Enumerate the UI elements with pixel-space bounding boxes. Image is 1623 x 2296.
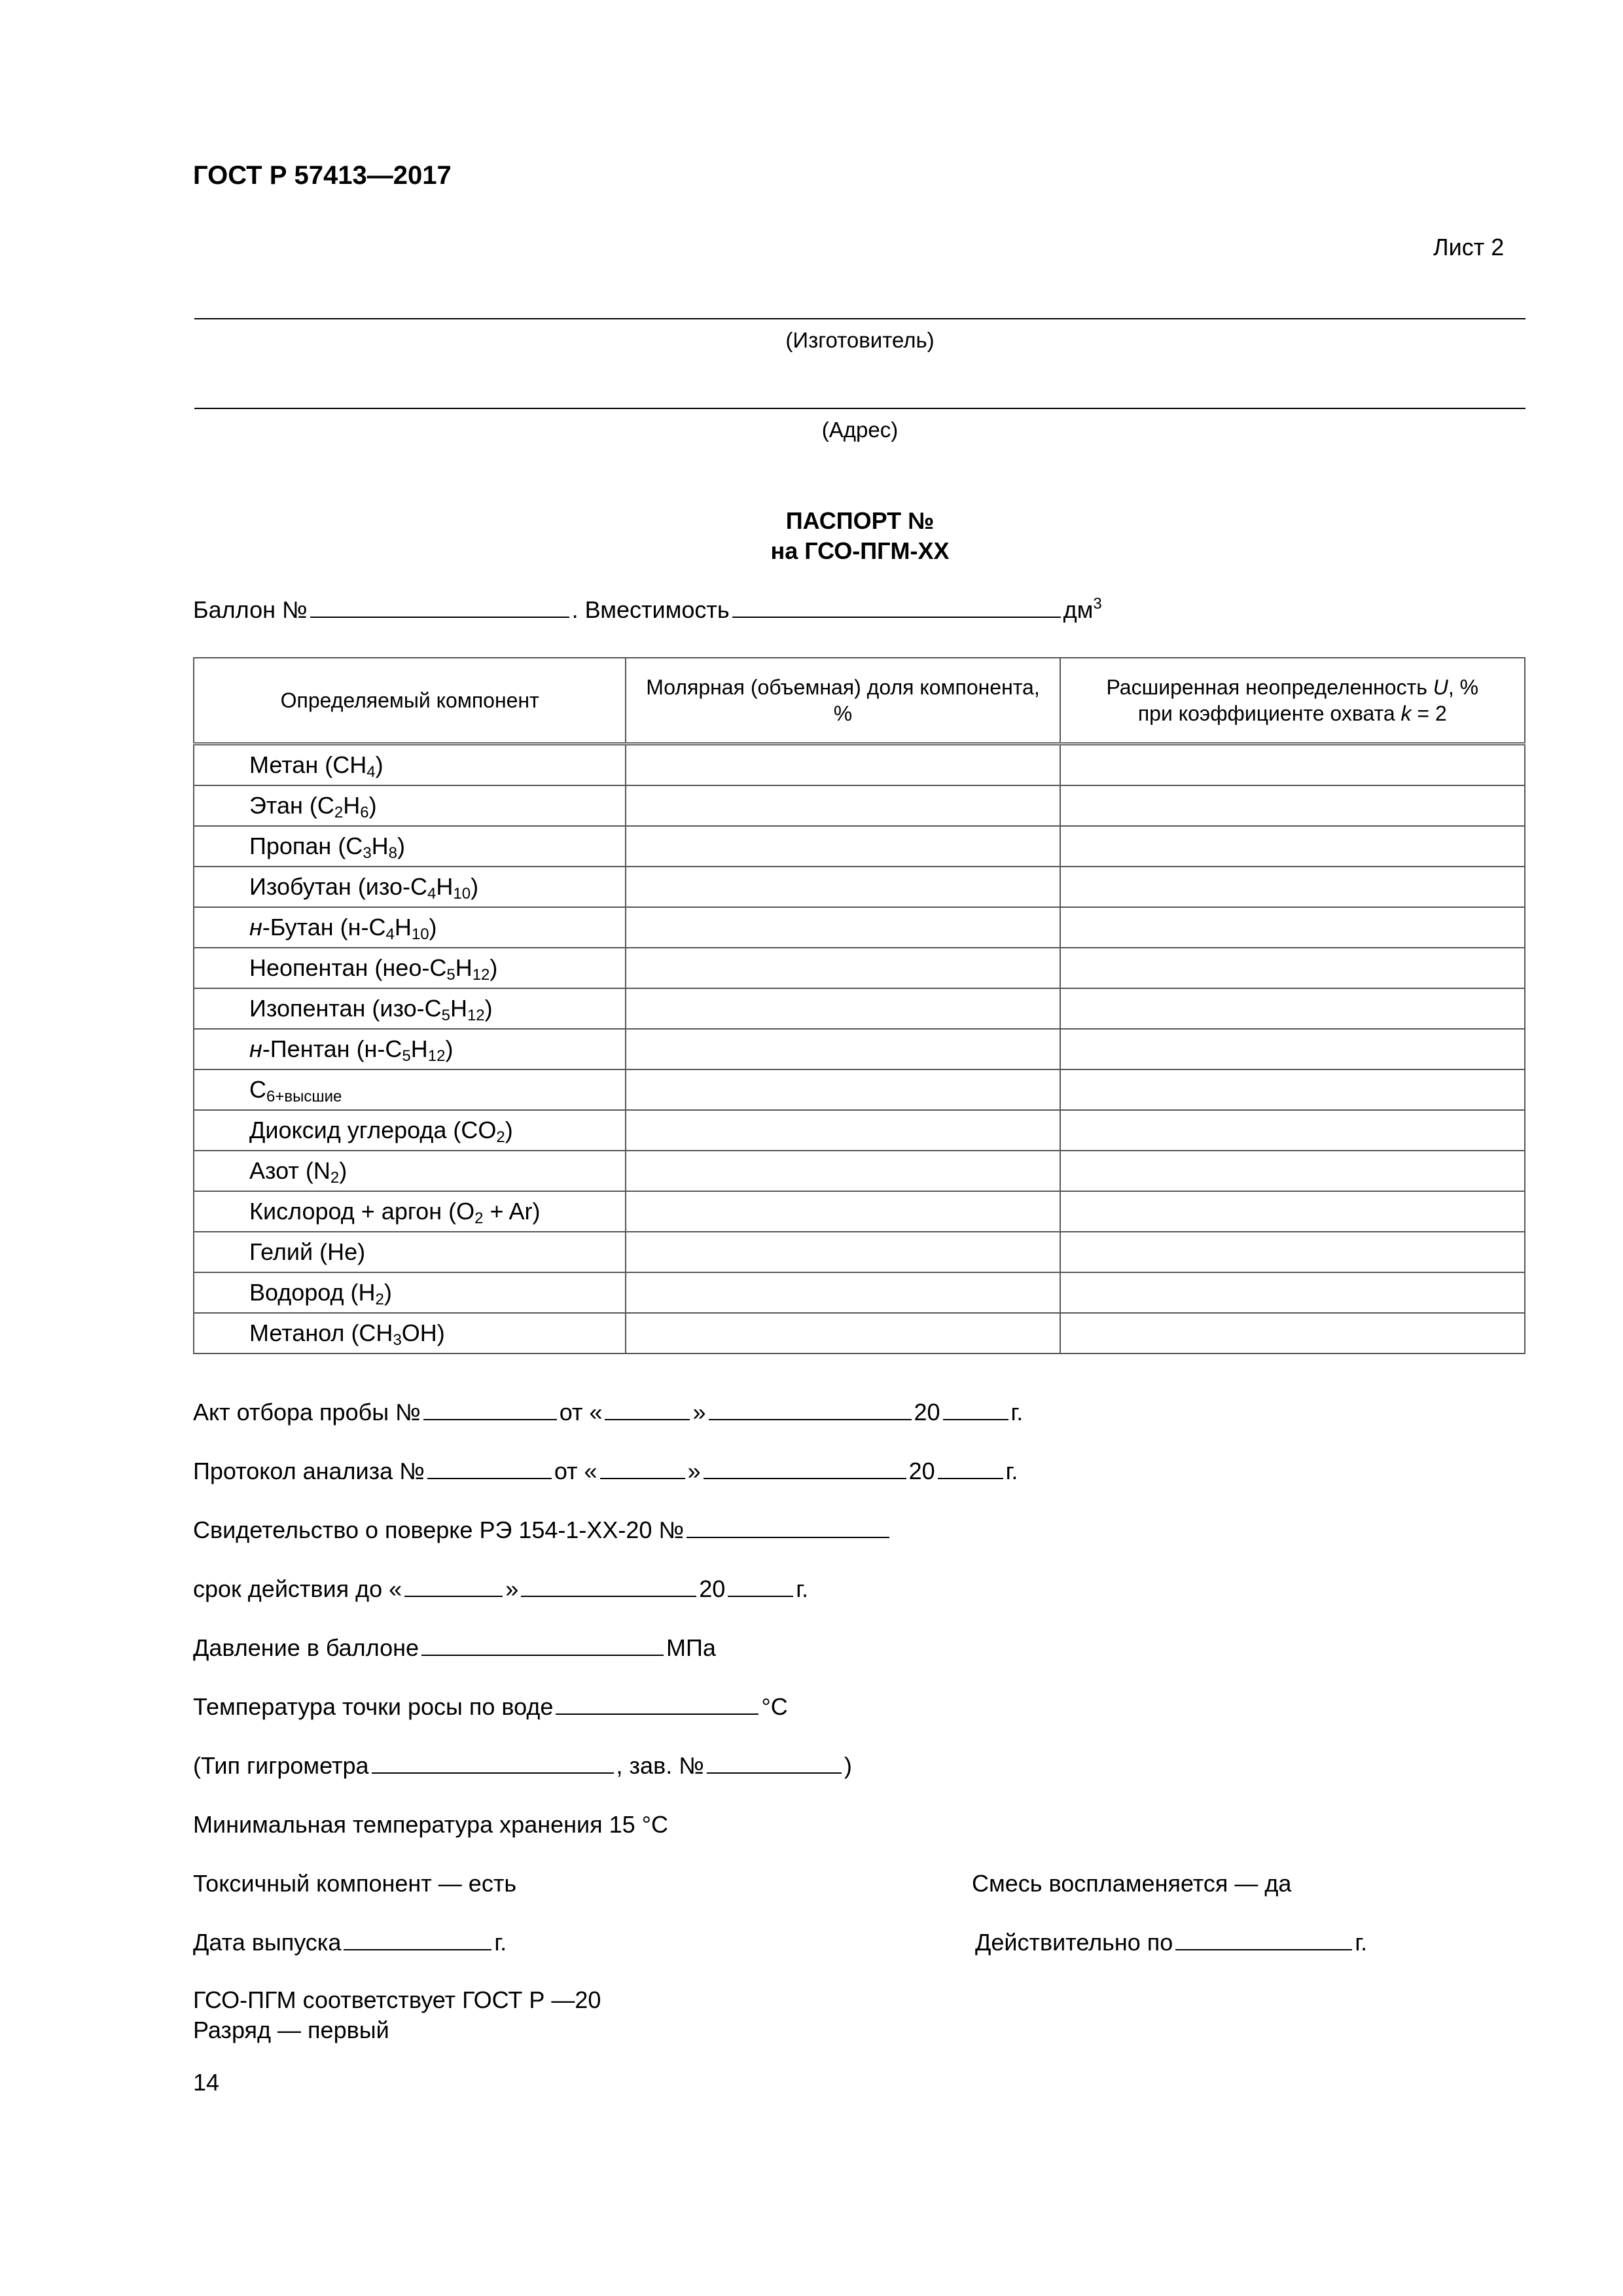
molar-fraction-cell[interactable]	[626, 785, 1060, 826]
header-uncertainty: Расширенная неопределенность U, % при коэффициенте охвата k = 2	[1060, 658, 1525, 744]
molar-fraction-cell[interactable]	[626, 1069, 1060, 1110]
table-row	[194, 867, 1525, 907]
molar-fraction-cell[interactable]	[626, 867, 1060, 907]
component-name: Изопентан $(изо-C_5H_{12})$	[194, 988, 626, 1029]
valid-until-g: г.	[1355, 1929, 1368, 1956]
certificate-label: Свидетельство о поверке РЭ 154-1-XX-20 №	[193, 1516, 685, 1543]
address-caption: (Адрес)	[821, 418, 899, 442]
certificate-number-field[interactable]	[687, 1516, 889, 1538]
component-name: Азот $(N_2)$	[194, 1151, 626, 1191]
sampling-act-year: 20	[914, 1399, 940, 1426]
hygrometer-serial-field[interactable]	[707, 1751, 842, 1774]
validity-day-field[interactable]	[404, 1575, 503, 1597]
uncertainty-cell[interactable]	[1060, 785, 1525, 826]
dew-point-field[interactable]	[556, 1693, 758, 1715]
component-name: Гелий (He)	[194, 1232, 626, 1272]
component-name: Пропан $(C_3H_8)$	[194, 826, 626, 867]
uncertainty-cell[interactable]	[1060, 867, 1525, 907]
grade-statement: Разряд — первый	[193, 2017, 389, 2043]
molar-fraction-cell[interactable]	[626, 1232, 1060, 1272]
release-date-label: Дата выпуска	[193, 1929, 342, 1956]
hygrometer-label: (Тип гигрометра	[193, 1752, 369, 1779]
sampling-act-month-field[interactable]	[709, 1398, 912, 1420]
dew-point-unit: °С	[761, 1693, 788, 1720]
valid-until-field[interactable]	[1175, 1928, 1352, 1950]
cylinder-number-field[interactable]	[310, 596, 569, 618]
validity-year-field[interactable]	[728, 1575, 793, 1597]
hygrometer-row	[193, 1751, 852, 1780]
molar-fraction-cell[interactable]	[626, 1029, 1060, 1069]
molar-fraction-cell[interactable]	[626, 988, 1060, 1029]
analysis-protocol-from: от «	[554, 1458, 597, 1484]
table-row	[194, 948, 1525, 988]
page-number: 14	[193, 2069, 220, 2096]
components-table	[193, 657, 1525, 1354]
uncertainty-cell[interactable]	[1060, 1272, 1525, 1313]
release-date-field[interactable]	[344, 1928, 491, 1950]
molar-fraction-cell[interactable]	[626, 1110, 1060, 1151]
analysis-protocol-quote: »	[687, 1458, 701, 1484]
sampling-act-number-field[interactable]	[423, 1398, 557, 1420]
analysis-protocol-month-field[interactable]	[704, 1457, 906, 1479]
flammable-mixture: Смесь воспламеняется — да	[972, 1870, 1292, 1897]
capacity-label: . Вместимость	[571, 596, 730, 623]
table-row	[194, 907, 1525, 948]
pressure-row	[193, 1634, 716, 1662]
table-row	[194, 1029, 1525, 1069]
release-date-g: г.	[494, 1929, 507, 1956]
validity-g: г.	[796, 1575, 809, 1602]
sampling-act-quote: »	[692, 1399, 706, 1426]
manufacturer-caption: (Изготовитель)	[785, 328, 935, 352]
validity-row	[193, 1575, 808, 1604]
component-name: Изобутан $(изо-C_4H_{10})$	[194, 867, 626, 907]
table-row	[194, 988, 1525, 1029]
hygrometer-serial-label: , зав. №	[616, 1752, 704, 1779]
uncertainty-cell[interactable]	[1060, 1029, 1525, 1069]
min-storage-temp: Минимальная температура хранения 15 °С	[193, 1811, 669, 1838]
molar-fraction-cell[interactable]	[626, 948, 1060, 988]
validity-year: 20	[699, 1575, 726, 1602]
uncertainty-cell[interactable]	[1060, 1313, 1525, 1354]
uncertainty-cell[interactable]	[1060, 907, 1525, 948]
hygrometer-close: )	[844, 1752, 852, 1779]
certificate-row	[193, 1516, 892, 1545]
molar-fraction-cell[interactable]	[626, 1191, 1060, 1232]
sampling-act-g: г.	[1010, 1399, 1024, 1426]
address-line[interactable]	[194, 408, 1525, 409]
hygrometer-type-field[interactable]	[372, 1751, 614, 1774]
uncertainty-cell[interactable]	[1060, 826, 1525, 867]
sheet-number: Лист 2	[1433, 234, 1505, 260]
analysis-protocol-number-field[interactable]	[427, 1457, 552, 1479]
table-row	[194, 1191, 1525, 1232]
valid-until-label: Действительно по	[975, 1929, 1173, 1956]
pressure-field[interactable]	[421, 1634, 664, 1656]
table-row	[194, 1313, 1525, 1354]
component-name: Неопентан $(нео-C_5H_{12})$	[194, 948, 626, 988]
molar-fraction-cell[interactable]	[626, 907, 1060, 948]
sampling-act-day-field[interactable]	[605, 1398, 690, 1420]
pressure-unit: МПа	[666, 1634, 716, 1661]
validity-month-field[interactable]	[521, 1575, 696, 1597]
table-row	[194, 785, 1525, 826]
molar-fraction-cell[interactable]	[626, 1151, 1060, 1191]
component-name: Этан $(C_2H_6)$	[194, 785, 626, 826]
table-row	[194, 1069, 1525, 1110]
uncertainty-cell[interactable]	[1060, 948, 1525, 988]
table-row	[194, 826, 1525, 867]
cylinder-row	[193, 596, 1102, 624]
component-name: Метанол $(CH_3OH)$	[194, 1313, 626, 1354]
component-name: Водород $(H_2)$	[194, 1272, 626, 1313]
sampling-act-row	[193, 1398, 1023, 1427]
cylinder-label: Баллон №	[193, 596, 308, 623]
passport-subtitle: на ГСО-ПГМ-XX	[770, 537, 950, 564]
table-row	[194, 1151, 1525, 1191]
component-name: н-Пентан $(н-C_5H_{12})$	[194, 1029, 626, 1069]
analysis-protocol-year-field[interactable]	[938, 1457, 1003, 1479]
molar-fraction-cell[interactable]	[626, 826, 1060, 867]
header-component: Определяемый компонент	[194, 658, 626, 744]
component-name: Диоксид углерода $(CO_2)$	[194, 1110, 626, 1151]
uncertainty-cell[interactable]	[1060, 744, 1525, 786]
sampling-act-from: от «	[559, 1399, 603, 1426]
analysis-protocol-g: г.	[1005, 1458, 1018, 1484]
component-name: Кислород + аргон $(O_2 + Ar)$	[194, 1191, 626, 1232]
molar-fraction-cell[interactable]	[626, 744, 1060, 786]
analysis-protocol-year: 20	[908, 1458, 935, 1484]
valid-until-row	[975, 1928, 1367, 1957]
manufacturer-line[interactable]	[194, 318, 1525, 319]
table-row	[194, 744, 1525, 786]
passport-title: ПАСПОРТ №	[785, 507, 935, 534]
validity-quote: »	[505, 1575, 519, 1602]
uncertainty-cell[interactable]	[1060, 1151, 1525, 1191]
analysis-protocol-label: Протокол анализа №	[193, 1458, 425, 1484]
uncertainty-cell[interactable]	[1060, 1232, 1525, 1272]
table-row	[194, 1110, 1525, 1151]
dew-point-row	[193, 1693, 788, 1721]
table-row	[194, 1272, 1525, 1313]
pressure-label: Давление в баллоне	[193, 1634, 419, 1661]
component-name: $C_{6+высшие}$	[194, 1069, 626, 1110]
component-name: Метан $(CH_4)$	[194, 744, 626, 786]
uncertainty-cell[interactable]	[1060, 1110, 1525, 1151]
sampling-act-year-field[interactable]	[943, 1398, 1008, 1420]
molar-fraction-cell[interactable]	[626, 1313, 1060, 1354]
uncertainty-cell[interactable]	[1060, 1191, 1525, 1232]
table-row	[194, 1232, 1525, 1272]
uncertainty-cell[interactable]	[1060, 1069, 1525, 1110]
sampling-act-label: Акт отбора пробы №	[193, 1399, 421, 1426]
validity-label: срок действия до «	[193, 1575, 402, 1602]
capacity-unit: $дм^3$	[1063, 595, 1102, 623]
molar-fraction-cell[interactable]	[626, 1272, 1060, 1313]
dew-point-label: Температура точки росы по воде	[193, 1693, 554, 1720]
analysis-protocol-day-field[interactable]	[600, 1457, 685, 1479]
standard-number: ГОСТ Р 57413—2017	[193, 161, 452, 190]
conformity-statement: ГСО-ПГМ соответствует ГОСТ Р —20	[193, 1986, 601, 2013]
capacity-field[interactable]	[732, 596, 1061, 618]
table-header-row	[194, 658, 1525, 744]
release-date-row	[193, 1928, 507, 1957]
toxic-component: Токсичный компонент — есть	[193, 1870, 517, 1897]
component-name: н-Бутан $(н-C_4H_{10})$	[194, 907, 626, 948]
header-molar-fraction: Молярная (объемная) доля компонента, %	[626, 658, 1060, 744]
uncertainty-cell[interactable]	[1060, 988, 1525, 1029]
analysis-protocol-row	[193, 1457, 1018, 1486]
